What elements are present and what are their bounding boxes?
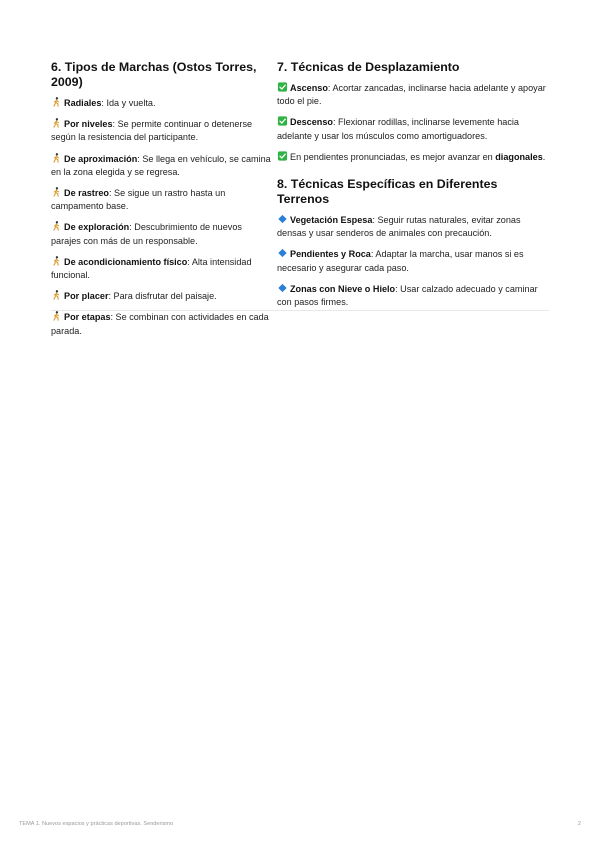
item-text: : Se permite continuar o detenerse según la resistencia del participante. [51, 119, 253, 143]
section-heading-tecnicas-desplazamiento: 7. Técnicas de Desplazamiento [277, 60, 460, 74]
page-number: 2 [577, 821, 581, 827]
item-text: . [542, 151, 546, 162]
blue-diamond-icon [277, 248, 288, 258]
item-term: De acondicionamiento físico [64, 256, 188, 267]
section-heading-tecnicas-terrenos: 8. Técnicas Específicas en Diferentes Terrenos [277, 177, 498, 207]
check-mark-icon [277, 151, 288, 161]
right-column [277, 60, 549, 317]
item-text: : Adaptar la marcha, usar manos si es necesario y asegurar cada paso. [277, 249, 524, 273]
section-divider [51, 310, 549, 311]
item-term: Por placer [64, 291, 109, 302]
check-mark-icon [277, 116, 288, 126]
list-item [277, 248, 549, 274]
list-item [51, 311, 273, 337]
item-text: : Se combinan con actividades en cada parada. [51, 312, 269, 336]
item-term: Radiales [64, 98, 102, 108]
list-item [51, 97, 273, 110]
list-item [51, 153, 273, 179]
blue-diamond-icon [277, 214, 288, 224]
walking-person-icon [51, 187, 62, 197]
item-text: : Alta intensidad funcional. [51, 256, 252, 281]
list-item [51, 290, 273, 303]
item-term: Vegetación Espesa [290, 215, 373, 226]
list-item [51, 256, 273, 282]
walking-person-icon [51, 311, 62, 321]
item-term: Por niveles [64, 119, 113, 130]
item-text: : Ida y vuelta. [101, 98, 156, 108]
item-text: : Se sigue un rastro hasta un campamento base. [51, 188, 226, 212]
section-heading-tipos-de-marchas: 6. Tipos de Marchas (Ostos Torres, 2009) [51, 60, 257, 89]
list-item [277, 116, 549, 142]
walking-person-icon [51, 97, 62, 107]
item-text: : Flexionar rodillas, inclinarse levemente hacia adelante y usar los músculos como amortiguadores. [277, 117, 519, 141]
item-text: : Usar calzado adecuado y caminar con pasos firmes. [277, 283, 538, 308]
walking-person-icon [51, 221, 62, 231]
item-text: : Seguir rutas naturales, evitar zonas densas y usar senderos de animales con precaución. [277, 215, 521, 239]
item-text: : Para disfrutar del paisaje. [108, 291, 217, 302]
item-term: Ascenso [290, 83, 328, 93]
item-term: diagonales [495, 151, 543, 162]
list-item [51, 187, 273, 213]
blue-diamond-icon [277, 283, 288, 293]
list-item [277, 283, 549, 309]
item-term: Por etapas [64, 312, 111, 323]
item-term: De aproximación [64, 153, 138, 164]
item-text: : Se llega en vehículo, se camina en la zona elegida y se regresa. [51, 153, 271, 177]
footer-title: TEMA 1. Nuevos espacios y prácticas deportivas. Senderismo [19, 821, 174, 827]
item-text: : Descubrimiento de nuevos parajes con más de un responsable. [51, 222, 242, 246]
walking-person-icon [51, 290, 62, 300]
item-text: : Acortar zancadas, inclinarse hacia adelante y apoyar todo el pie. [277, 83, 546, 107]
list-item [51, 118, 273, 144]
walking-person-icon [51, 153, 62, 163]
walking-person-icon [51, 256, 62, 266]
item-term: De exploración [64, 222, 130, 233]
item-text: En pendientes pronunciadas, es mejor avanzar en [290, 151, 496, 162]
item-term: Zonas con Nieve o Hielo [290, 283, 396, 294]
list-item [51, 221, 273, 247]
left-column [51, 60, 273, 346]
list-item [277, 214, 549, 240]
item-term: De rastreo [64, 188, 109, 199]
walking-person-icon [51, 118, 62, 128]
list-item [277, 82, 549, 108]
page-footer [19, 821, 581, 827]
check-mark-icon [277, 82, 288, 92]
item-term: Pendientes y Roca [290, 249, 371, 260]
item-term: Descenso [290, 117, 333, 128]
list-item [277, 151, 549, 164]
